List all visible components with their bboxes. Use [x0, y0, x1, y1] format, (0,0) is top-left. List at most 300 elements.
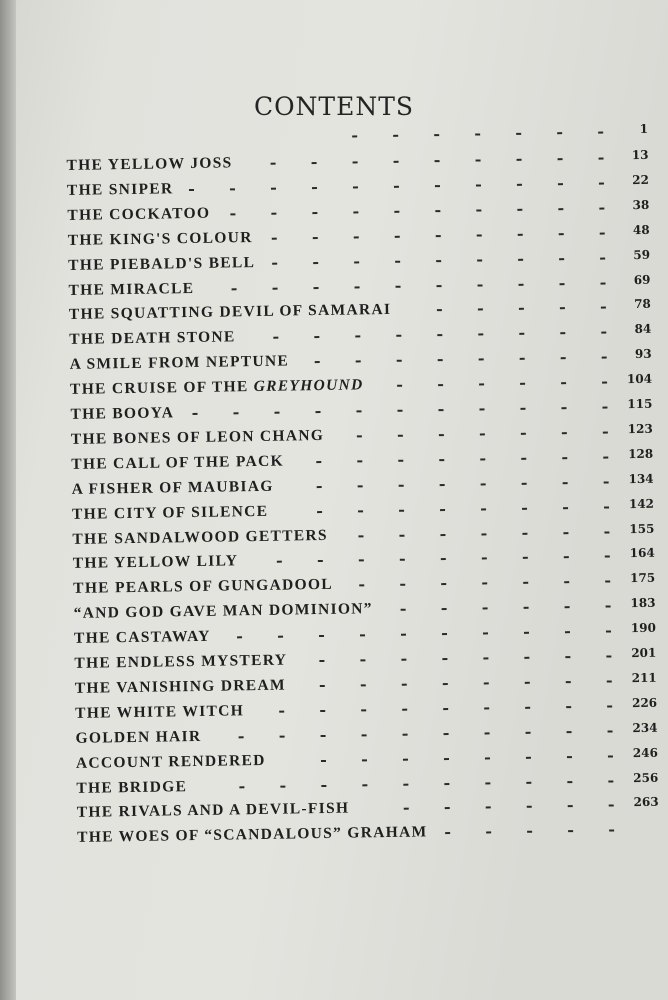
leader-dot	[519, 333, 524, 335]
leader-dot	[315, 361, 320, 363]
leader-dot	[564, 581, 569, 583]
leader-dot	[561, 407, 566, 409]
toc-page-number: 226	[631, 695, 658, 710]
leader-dot	[315, 411, 320, 413]
leader-dot	[314, 287, 319, 289]
leader-dot	[435, 210, 440, 212]
leader-dot	[558, 158, 563, 160]
leader-dot	[273, 287, 278, 289]
leader-dot	[567, 731, 572, 733]
leader-dot	[443, 708, 448, 710]
leader-dot	[312, 162, 317, 164]
leader-dot	[272, 237, 277, 239]
leader-dot	[609, 805, 614, 807]
leader-dot	[601, 307, 606, 309]
toc-entry-title	[71, 427, 325, 449]
leader-dot	[399, 484, 404, 486]
leader-dot	[476, 184, 481, 186]
leader-dot	[602, 406, 607, 408]
toc-page-number: 211	[631, 670, 657, 686]
leader-dot	[395, 260, 400, 262]
leader-dot	[608, 780, 613, 782]
toc-entry-title	[68, 279, 194, 299]
leader-dot	[394, 161, 399, 163]
toc-entry-title	[67, 205, 210, 225]
leader-dot	[360, 634, 365, 636]
leader-dot	[559, 233, 564, 235]
toc-page-number: 142	[628, 496, 655, 511]
toc-entry-title-text: THE PEARLS OF GUNGADOOL	[73, 576, 334, 598]
leader-dot	[272, 262, 277, 264]
toc-page-number: 183	[630, 595, 656, 611]
leader-dot	[558, 208, 563, 210]
leader-dot	[516, 133, 521, 135]
leader-dot	[316, 461, 321, 463]
leader-dot	[280, 785, 285, 787]
leader-dot	[271, 163, 276, 165]
toc-entry-title-text: THE VANISHING DREAM	[74, 676, 286, 697]
toc-page-number: 48	[632, 222, 650, 237]
leader-dot	[394, 211, 399, 213]
toc-entry-title	[70, 376, 364, 399]
leader-dot	[519, 308, 524, 310]
leader-dot	[484, 707, 489, 709]
leader-dot	[522, 507, 527, 509]
leader-dot	[607, 680, 612, 682]
leader-dot	[485, 757, 490, 759]
leader-dot	[321, 784, 326, 786]
leader-dot	[361, 709, 366, 711]
leader-dot	[441, 583, 446, 585]
leader-dot	[527, 806, 532, 808]
leader-dot	[398, 460, 403, 462]
leader-dot	[193, 413, 198, 415]
toc-page-number: 84	[634, 322, 652, 337]
toc-entry-title-text: ACCOUNT RENDERED	[75, 751, 266, 772]
leader-dot	[521, 433, 526, 435]
leader-dot	[279, 710, 284, 712]
leader-dot	[440, 534, 445, 536]
leader-dot	[598, 132, 603, 134]
toc-entry-title	[73, 553, 239, 574]
leader-dot	[479, 359, 484, 361]
leader-dot	[526, 756, 531, 758]
leader-dot	[475, 133, 480, 135]
leader-dot	[189, 189, 194, 191]
leader-dot	[312, 212, 317, 214]
leader-dot	[320, 685, 325, 687]
toc-page-number: 128	[628, 446, 654, 461]
leader-dot	[358, 510, 363, 512]
leader-dot	[359, 560, 364, 562]
leader-dot	[232, 288, 237, 290]
leader-dot	[599, 207, 604, 209]
leader-dot	[482, 558, 487, 560]
leader-dot	[559, 283, 564, 285]
leader-dot	[277, 561, 282, 563]
leader-dot	[312, 187, 317, 189]
leader-dot	[354, 236, 359, 238]
toc-page-number: 256	[633, 770, 659, 785]
leader-dot	[484, 682, 489, 684]
leader-dot	[563, 532, 568, 534]
leader-dot	[606, 631, 611, 633]
spine-shadow	[0, 0, 16, 1000]
leader-dot	[399, 534, 404, 536]
toc-page-number: 246	[632, 745, 658, 760]
leader-dots	[66, 125, 648, 136]
leader-dot	[402, 684, 407, 686]
leader-dot	[477, 234, 482, 236]
leader-dot	[356, 361, 361, 363]
leader-dot	[563, 507, 568, 509]
leader-dot	[479, 384, 484, 386]
leader-dot	[525, 682, 530, 684]
leader-dot	[524, 632, 529, 634]
leader-dot	[524, 607, 529, 609]
toc-entry-title	[69, 301, 392, 324]
leader-dot	[442, 633, 447, 635]
leader-dot	[437, 334, 442, 336]
leader-dot	[397, 410, 402, 412]
leader-dot	[567, 756, 572, 758]
leader-dot	[237, 636, 242, 638]
leader-dot	[273, 337, 278, 339]
leader-dot	[396, 285, 401, 287]
leader-dot	[520, 408, 525, 410]
leader-dot	[313, 262, 318, 264]
leader-dot	[605, 556, 610, 558]
leader-dot	[519, 283, 524, 285]
leader-dot	[559, 258, 564, 260]
leader-dot	[397, 360, 402, 362]
leader-dot	[353, 211, 358, 213]
toc-page-number: 190	[630, 620, 657, 636]
leader-dot	[321, 760, 326, 762]
leader-dot	[604, 531, 609, 533]
toc-page-number: 38	[632, 197, 650, 212]
leader-dot	[485, 782, 490, 784]
leader-dot	[523, 582, 528, 584]
toc-page-number: 123	[627, 421, 653, 437]
leader-dot	[321, 735, 326, 737]
toc-entry-title-text: THE BOOYA	[70, 404, 175, 423]
leader-dot	[476, 159, 481, 161]
leader-dot	[396, 335, 401, 337]
leader-dot	[523, 557, 528, 559]
leader-dot	[444, 758, 449, 760]
toc-entry-title-text: THE CRUISE OF THE	[69, 378, 254, 399]
leader-dot	[442, 608, 447, 610]
leader-dot	[317, 486, 322, 488]
leader-dot	[527, 831, 532, 833]
leader-dot	[403, 758, 408, 760]
leader-dot	[400, 584, 405, 586]
leader-dot	[601, 332, 606, 334]
toc-entry-title-text: GOLDEN HAIR	[75, 727, 202, 747]
leader-dot	[477, 259, 482, 261]
leader-dot	[437, 285, 442, 287]
toc-page-number: 175	[629, 571, 656, 586]
leader-dot	[435, 185, 440, 187]
toc-entry-title-text: THE PIEBALD'S BELL	[68, 253, 256, 274]
toc-entry-title	[77, 800, 350, 822]
leader-dot	[563, 482, 568, 484]
leader-dot	[438, 384, 443, 386]
leader-dot	[608, 755, 613, 757]
leader-dot	[318, 560, 323, 562]
leader-dot	[437, 309, 442, 311]
leader-dot	[358, 485, 363, 487]
leader-dot	[314, 336, 319, 338]
leader-dot	[444, 733, 449, 735]
leader-dot	[560, 332, 565, 334]
leader-dot	[445, 807, 450, 809]
leader-dot	[608, 730, 613, 732]
toc-entry-title	[66, 154, 232, 175]
toc-entry-title	[71, 452, 284, 473]
leader-dot	[561, 382, 566, 384]
leader-dot	[478, 284, 483, 286]
leader-dot	[239, 736, 244, 738]
leader-dot	[480, 458, 485, 460]
toc-page-number: 22	[632, 172, 650, 187]
leader-dot	[522, 532, 527, 534]
leader-dot	[557, 132, 562, 134]
leader-dot	[486, 832, 491, 834]
leader-dot	[399, 509, 404, 511]
leader-dot	[485, 732, 490, 734]
toc-entry-title	[73, 576, 333, 598]
toc-entry-title-text: THE CALL OF THE PACK	[71, 452, 285, 473]
leader-dot	[522, 482, 527, 484]
leader-dot	[271, 188, 276, 190]
leader-dot	[435, 160, 440, 162]
leader-dot	[445, 832, 450, 834]
leader-dot	[520, 383, 525, 385]
toc-entry-title-text: THE SNIPER	[66, 180, 174, 199]
leader-dot	[562, 432, 567, 434]
leader-dot	[239, 786, 244, 788]
leader-dot	[440, 509, 445, 511]
leader-dot	[357, 435, 362, 437]
toc-entry-title-text: THE COCKATOO	[67, 204, 211, 224]
toc-entry-title	[76, 778, 187, 798]
leader-dot	[606, 655, 611, 657]
leader-dot	[486, 807, 491, 809]
leader-dot	[356, 410, 361, 412]
leader-dot	[481, 508, 486, 510]
leader-dot	[565, 606, 570, 608]
leader-dot	[313, 237, 318, 239]
leader-dot	[558, 183, 563, 185]
leader-dot	[442, 658, 447, 660]
leader-dot	[271, 212, 276, 214]
toc-page-number: 201	[631, 645, 657, 661]
toc-entry-title-text: THE ENDLESS MYSTERY	[74, 651, 288, 672]
leader-dot	[233, 412, 238, 414]
leader-dot	[603, 431, 608, 433]
leader-dot	[355, 336, 360, 338]
toc-entry-title-text: THE KING'S COLOUR	[67, 228, 253, 249]
leader-dot	[568, 805, 573, 807]
leader-dot	[274, 412, 279, 414]
leader-dot	[362, 734, 367, 736]
leader-dot	[565, 656, 570, 658]
leader-dot	[443, 683, 448, 685]
leader-dot	[483, 632, 488, 634]
leader-dot	[483, 657, 488, 659]
leader-dot	[360, 659, 365, 661]
toc-entry-title	[76, 751, 266, 772]
toc-entry-title-text: A FISHER OF MAUBIAG	[71, 477, 274, 498]
toc-entry-title-text: THE WHITE WITCH	[75, 702, 245, 722]
toc-entry-title-text: THE SANDALWOOD GETTERS	[72, 526, 329, 548]
toc-entry-title	[74, 628, 211, 648]
toc-page-number: 78	[634, 297, 651, 312]
leader-dot	[438, 359, 443, 361]
page-title: CONTENTS	[253, 92, 415, 121]
leader-dot	[439, 459, 444, 461]
toc-entry-title	[75, 676, 286, 697]
toc-entry-title	[74, 652, 287, 673]
toc-page-number: 104	[626, 371, 653, 387]
leader-dot	[357, 460, 362, 462]
leader-dot	[568, 830, 573, 832]
toc-entry-title	[70, 404, 174, 424]
toc-entry-title	[72, 477, 274, 498]
leader-dot	[280, 735, 285, 737]
leader-dot	[599, 182, 604, 184]
leader-dot	[604, 481, 609, 483]
leader-dot	[526, 731, 531, 733]
toc-entry-title-text: “AND GOD GAVE MAN DOMINION”	[73, 600, 373, 623]
leader-dot	[319, 635, 324, 637]
leader-dot	[605, 581, 610, 583]
leader-dot	[436, 235, 441, 237]
leader-dot	[600, 257, 605, 259]
leader-dot	[401, 659, 406, 661]
leader-dot	[609, 830, 614, 832]
toc-page-number: 155	[629, 521, 655, 536]
toc-entry-title	[74, 600, 373, 623]
leader-dot	[602, 382, 607, 384]
leader-dot	[480, 433, 485, 435]
leader-dot	[434, 134, 439, 136]
toc-entry-title	[69, 329, 235, 350]
leader-dot	[482, 583, 487, 585]
toc-entry-title-text: THE YELLOW JOSS	[66, 154, 233, 174]
leader-dot	[440, 484, 445, 486]
toc-entry-title-italic: GREYHOUND	[253, 376, 364, 396]
toc-entry-title-text: THE DEATH STONE	[69, 328, 236, 349]
leader-dot	[561, 357, 566, 359]
leader-dot	[359, 585, 364, 587]
leader-dot	[441, 558, 446, 560]
toc-entry-title-text: THE YELLOW LILY	[72, 552, 239, 573]
leader-dot	[478, 334, 483, 336]
leader-dot	[524, 657, 529, 659]
leader-dot	[393, 135, 398, 137]
leader-dot	[320, 710, 325, 712]
leader-dot	[518, 233, 523, 235]
toc-entry-title	[68, 254, 255, 275]
leader-dot	[403, 783, 408, 785]
toc-entry-title	[72, 502, 269, 523]
leader-dot	[600, 232, 605, 234]
leader-dot	[521, 458, 526, 460]
leader-dot	[362, 784, 367, 786]
leader-dot	[479, 408, 484, 410]
leader-dot	[520, 358, 525, 360]
leader-dot	[564, 557, 569, 559]
toc-entry-title-text: THE MIRACLE	[68, 279, 195, 299]
leader-dot	[403, 733, 408, 735]
toc-page-number: 69	[633, 272, 651, 287]
toc-entry-title-text: A SMILE FROM NEPTUNE	[69, 352, 290, 374]
leader-dot	[517, 184, 522, 186]
toc-page-number: 234	[632, 720, 658, 735]
leader-dot	[476, 209, 481, 211]
leader-dot	[230, 213, 235, 215]
toc-page-number: 134	[628, 471, 654, 486]
leader-dot	[361, 684, 366, 686]
leader-dot	[278, 636, 283, 638]
leader-dot	[567, 781, 572, 783]
leader-dot	[600, 282, 605, 284]
leader-dot	[525, 707, 530, 709]
leader-dot	[404, 808, 409, 810]
leader-dot	[398, 435, 403, 437]
toc-page-number: 164	[629, 546, 655, 561]
leader-dot	[362, 759, 367, 761]
leader-dot	[604, 506, 609, 508]
leader-dot	[517, 159, 522, 161]
leader-dot	[355, 286, 360, 288]
toc-page-number: 263	[633, 795, 659, 810]
leader-dot	[395, 235, 400, 237]
toc-entry-title	[68, 229, 253, 250]
leader-dot	[478, 309, 483, 311]
leader-dot	[436, 260, 441, 262]
toc-entry-title	[75, 702, 244, 723]
leader-dot	[439, 434, 444, 436]
leader-dot	[562, 457, 567, 459]
leader-dot	[602, 357, 607, 359]
toc-page-number: 1	[639, 121, 649, 136]
leader-dot	[526, 781, 531, 783]
leader-dot	[483, 608, 488, 610]
leader-dot	[603, 456, 608, 458]
leader-dot	[438, 409, 443, 411]
toc-page-number: 115	[627, 396, 653, 412]
leader-dot	[560, 308, 565, 310]
toc-entry-title-text: THE SQUATTING DEVIL OF SAMARAI	[68, 301, 392, 324]
toc-page-number: 13	[631, 147, 649, 163]
leader-dot	[353, 161, 358, 163]
leader-dot	[401, 634, 406, 636]
toc-entry-title	[67, 180, 174, 200]
leader-dot	[481, 533, 486, 535]
toc-entry-title	[75, 728, 201, 748]
toc-page-number: 59	[633, 247, 651, 262]
toc-entry-title-text: THE CITY OF SILENCE	[71, 502, 269, 523]
leader-dot	[400, 559, 405, 561]
leader-dot	[606, 606, 611, 608]
leader-dot	[317, 511, 322, 513]
leader-dot	[358, 535, 363, 537]
leader-dot	[402, 708, 407, 710]
